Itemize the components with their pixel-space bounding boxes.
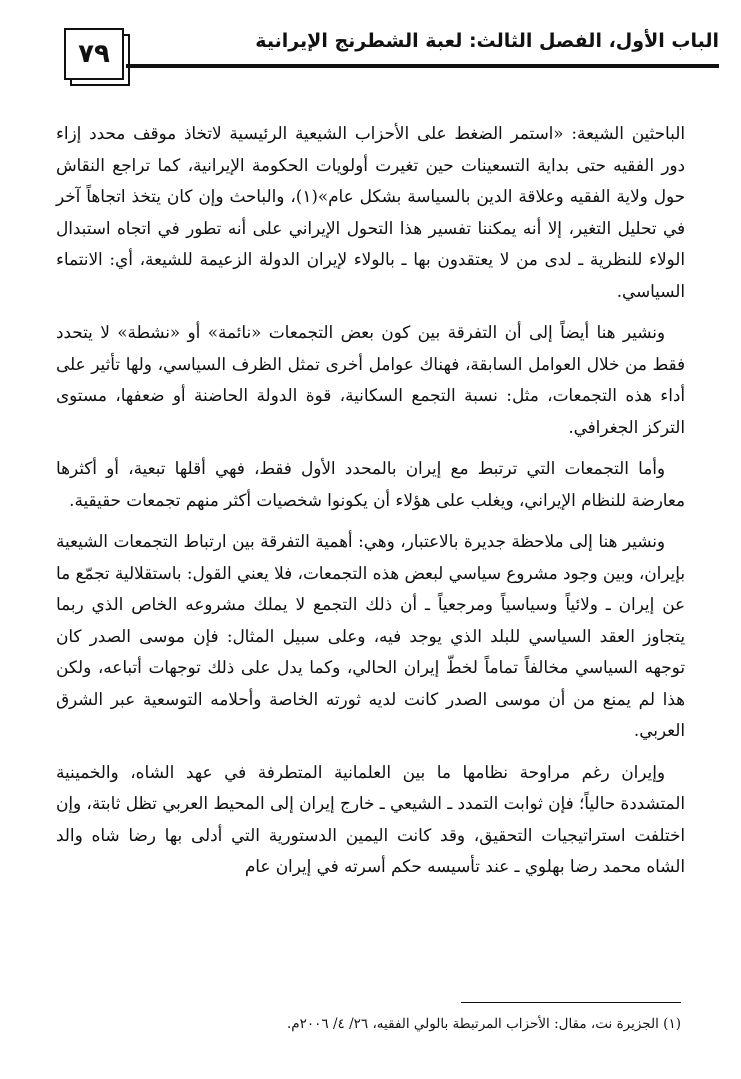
header-rule <box>126 64 719 68</box>
page-number: ٧٩ <box>64 28 124 80</box>
paragraph: ونشير هنا أيضاً إلى أن التفرقة بين كون بعض التجمعات «نائمة» أو «نشطة» لا يتحدد فقط من خلال العوامل السابقة، فهناك عوامل أخرى تمثل الظرف السياسي، ولها تأثير على أداء هذه التجمعات، مثل: نسبة التجمع السكانية، قوة الدولة الحاضنة أو ضعفها، مستوى التركز الجغرافي. <box>56 322 685 437</box>
paragraph: ونشير هنا إلى ملاحظة جديرة بالاعتبار، وهي: أهمية التفرقة بين ارتباط التجمعات الشيعية بإيران، وبين وجود مشروع سياسي لبعض هذه التجمعات، فلا يعني القول: باستقلالية تجمّع ما عن إيران ـ ولائياً وسياسياً ومرجعياً ـ أن ذلك التجمع لا يملك مشروعه الخاص الذي ربما يتجاوز العقد السياسي للبلد الذي يوجد فيه، وعلى سبيل المثال: فإن موسى الصدر كان توجهه السياسي مخالفاً تماماً لخطّ إيران الحالي، وكما يدل على ذلك توجهات أتباعه، ولكن هذا لم يمنع من أن موسى الصدر كانت لديه ثورته الخاصة وأحلامه التوسعية عبر الشرق العربي. <box>56 531 685 740</box>
running-title: الباب الأول، الفصل الثالث: لعبة الشطرنج الإيرانية <box>255 30 719 52</box>
paragraph: وإيران رغم مراوحة نظامها ما بين العلمانية المتطرفة في عهد الشاه، والخمينية المتشددة حالياً؛ فإن ثوابت التمدد ـ الشيعي ـ خارج إيران إلى المحيط العربي تظل ثابتة، وإن اختلفت استراتيجيات التحقيق، وقد كانت اليمين الدستورية التي أدلى بها رضا شاه والد الشاه محمد رضا بهلوي ـ عند تأسيسه حكم أسرته في إيران عام <box>56 761 685 876</box>
footnote: (١) الجزيرة نت، مقال: الأحزاب المرتبطة بالولي الفقيه، ٢٦/ ٤/ ٢٠٠٦م. <box>287 1016 681 1032</box>
footnote-rule <box>461 1002 681 1003</box>
paragraph: الباحثين الشيعة: «استمر الضغط على الأحزاب الشيعية الرئيسية لاتخاذ موقف محدد إزاء دور الفقيه حتى بداية التسعينات حين تغيرت أولويات الحكومة الإيرانية، كما تراجع النقاش حول ولاية الفقيه وعلاقة الدين بالسياسة بشكل عام»(١)، والباحث وإن كان يتخذ اتجاهاً آخر في تحليل التغير، إلا أنه يمكننا تفسير هذا التحول الإيراني على أنه تطور في اتجاه استبدال الولاء للنظرية ـ لدى من لا يعتقدون بها ـ بالولاء لإيران الدولة الزعيمة للشيعة، أي: الانتماء السياسي. <box>56 123 685 301</box>
paragraph: وأما التجمعات التي ترتبط مع إيران بالمحدد الأول فقط، فهي أقلها تبعية، أو أكثرها معارضة للنظام الإيراني، ويغلب على هؤلاء أن يكونوا شخصيات أكثر منهم تجمعات حقيقية. <box>56 458 685 510</box>
page-header <box>64 24 719 84</box>
body-text <box>56 118 685 893</box>
